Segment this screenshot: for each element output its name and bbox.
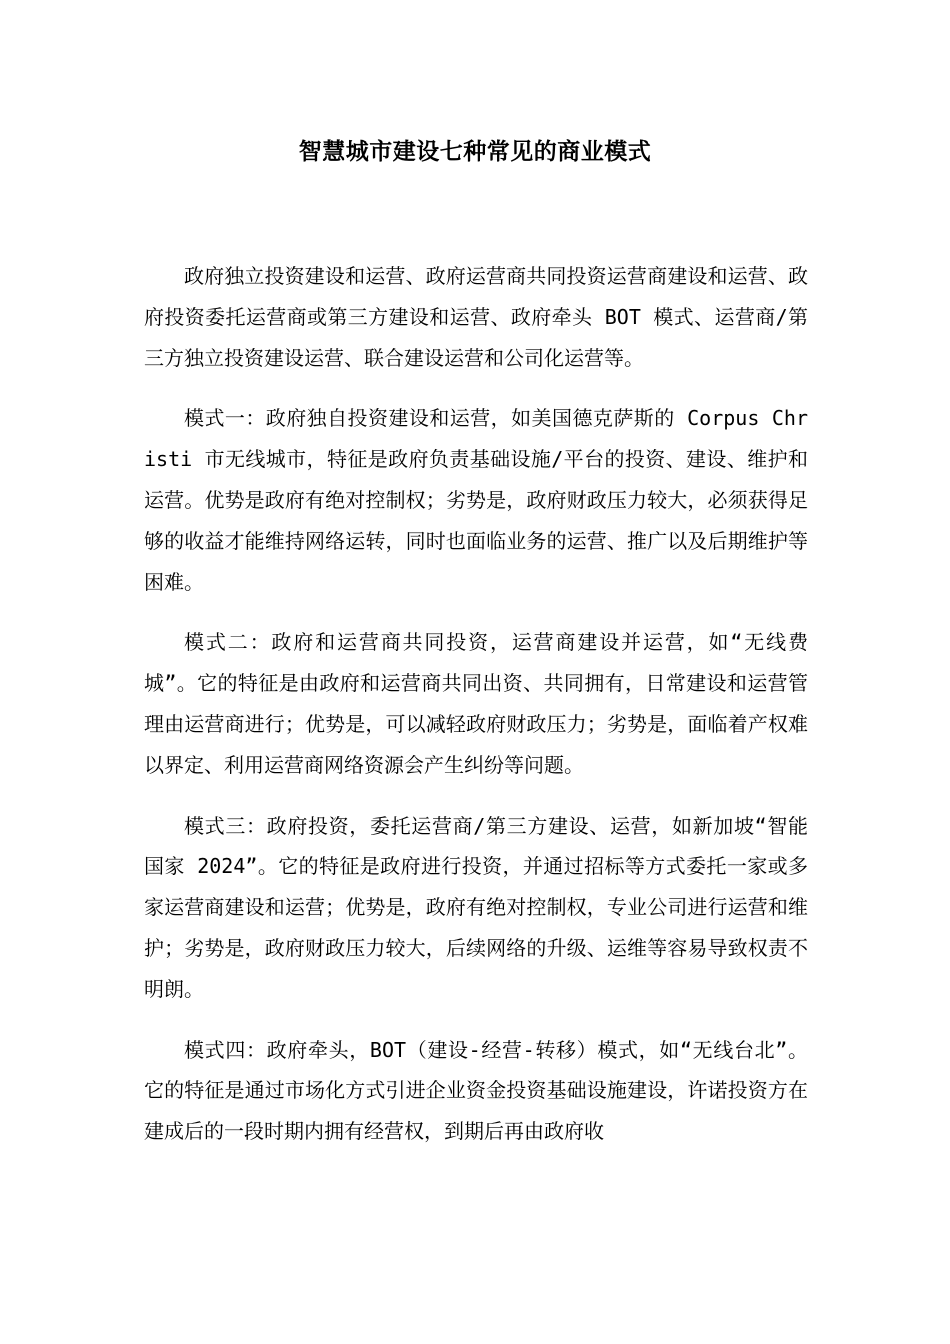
document-title: 智慧城市建设七种常见的商业模式 xyxy=(298,139,652,165)
paragraph-mode-one: 模式一：政府独自投资建设和运营，如美国德克萨斯的 Corpus Christi 市无线城市，特征是政府负责基础设施/平台的投资、建设、维护和运营。优势是政府有绝对控制权；劣势是，政府财政压力较大，必须获得足够的收益才能维持网络运转，同时也面临业务的运营、推广以及后期维护等困难。 xyxy=(144,406,808,594)
paragraph-intro: 政府独立投资建设和运营、政府运营商共同投资运营商建设和运营、政府投资委托运营商或第三方建设和运营、政府牵头 BOT 模式、运营商/第三方独立投资建设运营、联合建设运营和公司化运营等。 xyxy=(144,264,808,370)
paragraph-mode-three: 模式三：政府投资，委托运营商/第三方建设、运营，如新加坡“智能国家 2024”。它的特征是政府进行投资，并通过招标等方式委托一家或多家运营商建设和运营；优势是，政府有绝对控制权，专业公司进行运营和维护；劣势是，政府财政压力较大，后续网络的升级、运维等容易导致权责不明朗。 xyxy=(144,813,808,1001)
document-body xyxy=(144,256,808,1172)
paragraph-mode-two: 模式二：政府和运营商共同投资，运营商建设并运营，如“无线费城”。它的特征是由政府和运营商共同出资、共同拥有，日常建设和运营管理由运营商进行；优势是，可以减轻政府财政压力；劣势是，面临着产权难以界定、利用运营商网络资源会产生纠纷等问题。 xyxy=(144,630,808,777)
paragraph-mode-four: 模式四：政府牵头，BOT（建设-经营-转移）模式，如“无线台北”。它的特征是通过市场化方式引进企业资金投资基础设施建设，许诺投资方在建成后的一段时期内拥有经营权，到期后再由政府收 xyxy=(144,1037,808,1144)
